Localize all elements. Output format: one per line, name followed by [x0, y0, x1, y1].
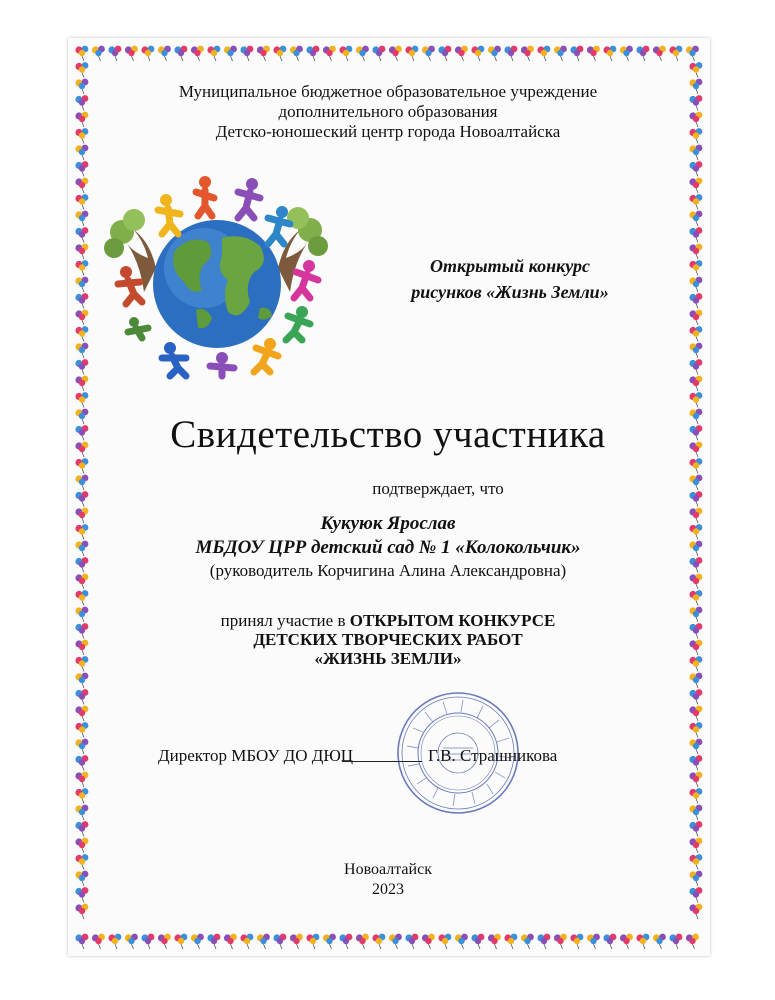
balloon-cluster-icon — [570, 934, 583, 949]
balloon-cluster-icon — [689, 838, 702, 853]
balloon-cluster-icon — [689, 178, 702, 193]
balloon-cluster-icon — [75, 46, 88, 61]
balloon-cluster-icon — [75, 79, 88, 94]
balloon-cluster-icon — [689, 590, 702, 605]
balloon-cluster-icon — [75, 244, 88, 259]
balloon-cluster-icon — [689, 557, 702, 572]
balloon-cluster-icon — [636, 46, 649, 61]
balloon-cluster-icon — [240, 46, 253, 61]
balloon-cluster-icon — [125, 46, 138, 61]
balloon-cluster-icon — [75, 590, 88, 605]
balloon-cluster-icon — [689, 475, 702, 490]
institution-header — [110, 82, 666, 142]
balloon-cluster-icon — [75, 227, 88, 242]
balloon-cluster-icon — [75, 310, 88, 325]
balloon-cluster-icon — [554, 934, 567, 949]
balloon-cluster-icon — [257, 934, 270, 949]
balloon-cluster-icon — [405, 46, 418, 61]
director-title: Директор МБОУ ДО ДЮЦ — [158, 746, 354, 765]
balloon-cluster-icon — [620, 934, 633, 949]
balloon-cluster-icon — [141, 934, 154, 949]
balloon-cluster-icon — [689, 904, 702, 919]
balloon-cluster-icon — [75, 887, 88, 902]
balloon-cluster-icon — [273, 934, 286, 949]
balloon-cluster-icon — [75, 607, 88, 622]
balloon-cluster-icon — [689, 112, 702, 127]
balloon-cluster-icon — [389, 934, 402, 949]
balloon-cluster-icon — [92, 46, 105, 61]
balloon-cluster-icon — [108, 46, 121, 61]
contest-line-2: рисунков «Жизнь Земли» — [411, 282, 609, 302]
balloon-cluster-icon — [422, 46, 435, 61]
balloon-cluster-icon — [689, 541, 702, 556]
balloon-cluster-icon — [689, 376, 702, 391]
balloon-cluster-icon — [689, 310, 702, 325]
balloon-cluster-icon — [689, 607, 702, 622]
balloon-cluster-icon — [191, 934, 204, 949]
balloon-cluster-icon — [689, 343, 702, 358]
participant-block — [110, 512, 666, 560]
balloon-cluster-icon — [689, 244, 702, 259]
balloon-cluster-icon — [75, 934, 88, 949]
balloon-cluster-icon — [689, 409, 702, 424]
balloon-cluster-icon — [587, 934, 600, 949]
balloon-cluster-icon — [75, 755, 88, 770]
balloon-cluster-icon — [75, 277, 88, 292]
balloon-cluster-icon — [689, 788, 702, 803]
balloon-cluster-icon — [570, 46, 583, 61]
balloon-cluster-icon — [75, 805, 88, 820]
balloon-cluster-icon — [603, 934, 616, 949]
contest-line-1: Открытый конкурс — [430, 256, 590, 276]
balloon-cluster-icon — [92, 934, 105, 949]
balloon-cluster-icon — [75, 673, 88, 688]
balloon-cluster-icon — [75, 425, 88, 440]
balloon-cluster-icon — [306, 46, 319, 61]
balloon-cluster-icon — [689, 277, 702, 292]
balloon-cluster-icon — [75, 475, 88, 490]
balloon-cluster-icon — [191, 46, 204, 61]
balloon-cluster-icon — [257, 46, 270, 61]
balloon-cluster-icon — [75, 442, 88, 457]
balloon-cluster-icon — [75, 161, 88, 176]
balloon-cluster-icon — [75, 458, 88, 473]
balloon-cluster-icon — [207, 46, 220, 61]
balloon-cluster-icon — [587, 46, 600, 61]
balloon-cluster-icon — [75, 293, 88, 308]
balloon-cluster-icon — [669, 934, 682, 949]
balloon-cluster-icon — [504, 934, 517, 949]
contest-name — [365, 253, 655, 305]
participation-statement — [110, 611, 666, 668]
balloon-cluster-icon — [488, 46, 501, 61]
balloon-cluster-icon — [689, 491, 702, 506]
balloon-cluster-icon — [75, 508, 88, 523]
balloon-cluster-icon — [290, 934, 303, 949]
balloon-cluster-icon — [75, 326, 88, 341]
participant-name: Кукуюк Ярослав — [320, 513, 456, 534]
balloon-cluster-icon — [75, 194, 88, 209]
balloon-cluster-icon — [689, 260, 702, 275]
balloon-cluster-icon — [422, 934, 435, 949]
balloon-cluster-icon — [240, 934, 253, 949]
balloon-cluster-icon — [689, 79, 702, 94]
footer-city: Новоалтайск — [344, 861, 432, 878]
balloon-cluster-icon — [689, 623, 702, 638]
balloon-cluster-icon — [75, 491, 88, 506]
balloon-cluster-icon — [689, 722, 702, 737]
balloon-cluster-icon — [689, 673, 702, 688]
balloon-cluster-icon — [689, 293, 702, 308]
balloon-cluster-icon — [290, 46, 303, 61]
balloon-cluster-icon — [689, 755, 702, 770]
balloon-cluster-icon — [689, 508, 702, 523]
balloon-cluster-icon — [75, 557, 88, 572]
balloon-cluster-icon — [75, 574, 88, 589]
balloon-cluster-icon — [75, 112, 88, 127]
participation-contest-line-1: ОТКРЫТОМ КОНКУРСЕ — [349, 611, 556, 630]
balloon-cluster-icon — [620, 46, 633, 61]
globe-icon — [153, 220, 281, 348]
institution-line-1: Муниципальное бюджетное образовательное учреждение — [178, 82, 598, 101]
balloon-cluster-icon — [603, 46, 616, 61]
balloon-cluster-icon — [75, 772, 88, 787]
balloon-cluster-icon — [306, 934, 319, 949]
balloon-cluster-icon — [339, 934, 352, 949]
balloon-cluster-icon — [689, 128, 702, 143]
participation-prefix: принял участие в — [220, 611, 350, 630]
balloon-cluster-icon — [207, 934, 220, 949]
balloon-cluster-icon — [75, 145, 88, 160]
balloon-cluster-icon — [356, 934, 369, 949]
participation-contest-line-2: ДЕТСКИХ ТВОРЧЕСКИХ РАБОТ — [253, 630, 523, 649]
balloon-cluster-icon — [689, 640, 702, 655]
balloon-cluster-icon — [75, 392, 88, 407]
signature-line — [342, 761, 422, 762]
balloon-cluster-icon — [653, 934, 666, 949]
earth-children-logo — [104, 172, 330, 382]
balloon-cluster-icon — [689, 821, 702, 836]
balloon-cluster-icon — [653, 46, 666, 61]
balloon-cluster-icon — [689, 145, 702, 160]
balloon-cluster-icon — [689, 656, 702, 671]
balloon-cluster-icon — [438, 934, 451, 949]
balloon-cluster-icon — [488, 934, 501, 949]
balloon-cluster-icon — [75, 904, 88, 919]
balloon-cluster-icon — [372, 46, 385, 61]
balloon-cluster-icon — [521, 934, 534, 949]
balloon-cluster-icon — [455, 934, 468, 949]
balloon-cluster-icon — [108, 934, 121, 949]
balloon-cluster-icon — [75, 524, 88, 539]
balloon-cluster-icon — [689, 359, 702, 374]
balloon-cluster-icon — [689, 706, 702, 721]
balloon-cluster-icon — [323, 934, 336, 949]
balloon-cluster-icon — [224, 934, 237, 949]
balloon-cluster-icon — [689, 772, 702, 787]
balloon-cluster-icon — [689, 458, 702, 473]
footer — [110, 860, 666, 900]
balloon-cluster-icon — [75, 359, 88, 374]
balloon-cluster-icon — [471, 934, 484, 949]
balloon-cluster-icon — [554, 46, 567, 61]
balloon-cluster-icon — [521, 46, 534, 61]
balloon-cluster-icon — [689, 689, 702, 704]
balloon-cluster-icon — [174, 46, 187, 61]
balloon-cluster-icon — [471, 46, 484, 61]
certificate-title: Свидетельство участника — [170, 413, 606, 456]
balloon-cluster-icon — [686, 934, 699, 949]
balloon-cluster-icon — [224, 46, 237, 61]
balloon-cluster-icon — [75, 541, 88, 556]
balloon-cluster-icon — [689, 442, 702, 457]
footer-year: 2023 — [372, 881, 404, 898]
balloon-cluster-icon — [75, 95, 88, 110]
balloon-cluster-icon — [75, 722, 88, 737]
balloon-cluster-icon — [75, 706, 88, 721]
balloon-cluster-icon — [75, 128, 88, 143]
balloon-cluster-icon — [75, 623, 88, 638]
balloon-cluster-icon — [141, 46, 154, 61]
balloon-cluster-icon — [689, 739, 702, 754]
balloon-cluster-icon — [689, 871, 702, 886]
balloon-cluster-icon — [75, 376, 88, 391]
balloon-cluster-icon — [75, 821, 88, 836]
balloon-cluster-icon — [75, 211, 88, 226]
balloon-cluster-icon — [689, 887, 702, 902]
balloon-cluster-icon — [125, 934, 138, 949]
balloon-cluster-icon — [689, 326, 702, 341]
balloon-cluster-icon — [689, 194, 702, 209]
institution-line-3: Детско-юношеский центр города Новоалтайска — [215, 122, 561, 141]
confirm-text: подтверждает, что — [372, 479, 504, 498]
balloon-cluster-icon — [689, 425, 702, 440]
balloon-cluster-icon — [669, 46, 682, 61]
balloon-cluster-icon — [158, 46, 171, 61]
balloon-cluster-icon — [689, 95, 702, 110]
balloon-cluster-icon — [405, 934, 418, 949]
participant-supervisor: (руководитель Корчигина Алина Александровна) — [209, 561, 567, 580]
balloon-cluster-icon — [689, 854, 702, 869]
balloon-cluster-icon — [75, 62, 88, 77]
balloon-cluster-icon — [438, 46, 451, 61]
balloon-cluster-icon — [75, 854, 88, 869]
balloon-cluster-icon — [636, 934, 649, 949]
balloon-cluster-icon — [689, 227, 702, 242]
balloon-cluster-icon — [689, 62, 702, 77]
balloon-cluster-icon — [75, 409, 88, 424]
balloon-cluster-icon — [75, 343, 88, 358]
balloon-cluster-icon — [75, 871, 88, 886]
balloon-cluster-icon — [689, 524, 702, 539]
balloon-cluster-icon — [75, 788, 88, 803]
balloon-cluster-icon — [75, 689, 88, 704]
balloon-cluster-icon — [689, 161, 702, 176]
balloon-cluster-icon — [75, 656, 88, 671]
balloon-cluster-icon — [323, 46, 336, 61]
balloon-cluster-icon — [455, 46, 468, 61]
balloon-cluster-icon — [75, 260, 88, 275]
balloon-cluster-icon — [689, 211, 702, 226]
balloon-cluster-icon — [537, 46, 550, 61]
balloon-cluster-icon — [689, 392, 702, 407]
balloon-cluster-icon — [537, 934, 550, 949]
balloon-cluster-icon — [356, 46, 369, 61]
balloon-cluster-icon — [75, 838, 88, 853]
balloon-cluster-icon — [75, 640, 88, 655]
balloon-cluster-icon — [686, 46, 699, 61]
institution-line-2: дополнительного образования — [278, 102, 498, 121]
balloon-cluster-icon — [339, 46, 352, 61]
balloon-cluster-icon — [174, 934, 187, 949]
balloon-cluster-icon — [273, 46, 286, 61]
balloon-cluster-icon — [158, 934, 171, 949]
balloon-cluster-icon — [75, 739, 88, 754]
balloon-cluster-icon — [75, 178, 88, 193]
balloon-cluster-icon — [689, 574, 702, 589]
balloon-cluster-icon — [504, 46, 517, 61]
director-name: Г.В. Страшникова — [428, 746, 558, 765]
participant-organization: МБДОУ ЦРР детский сад № 1 «Колокольчик» — [195, 537, 581, 558]
participation-contest-line-3: «ЖИЗНЬ ЗЕМЛИ» — [314, 649, 462, 668]
balloon-cluster-icon — [389, 46, 402, 61]
balloon-cluster-icon — [689, 805, 702, 820]
balloon-cluster-icon — [372, 934, 385, 949]
